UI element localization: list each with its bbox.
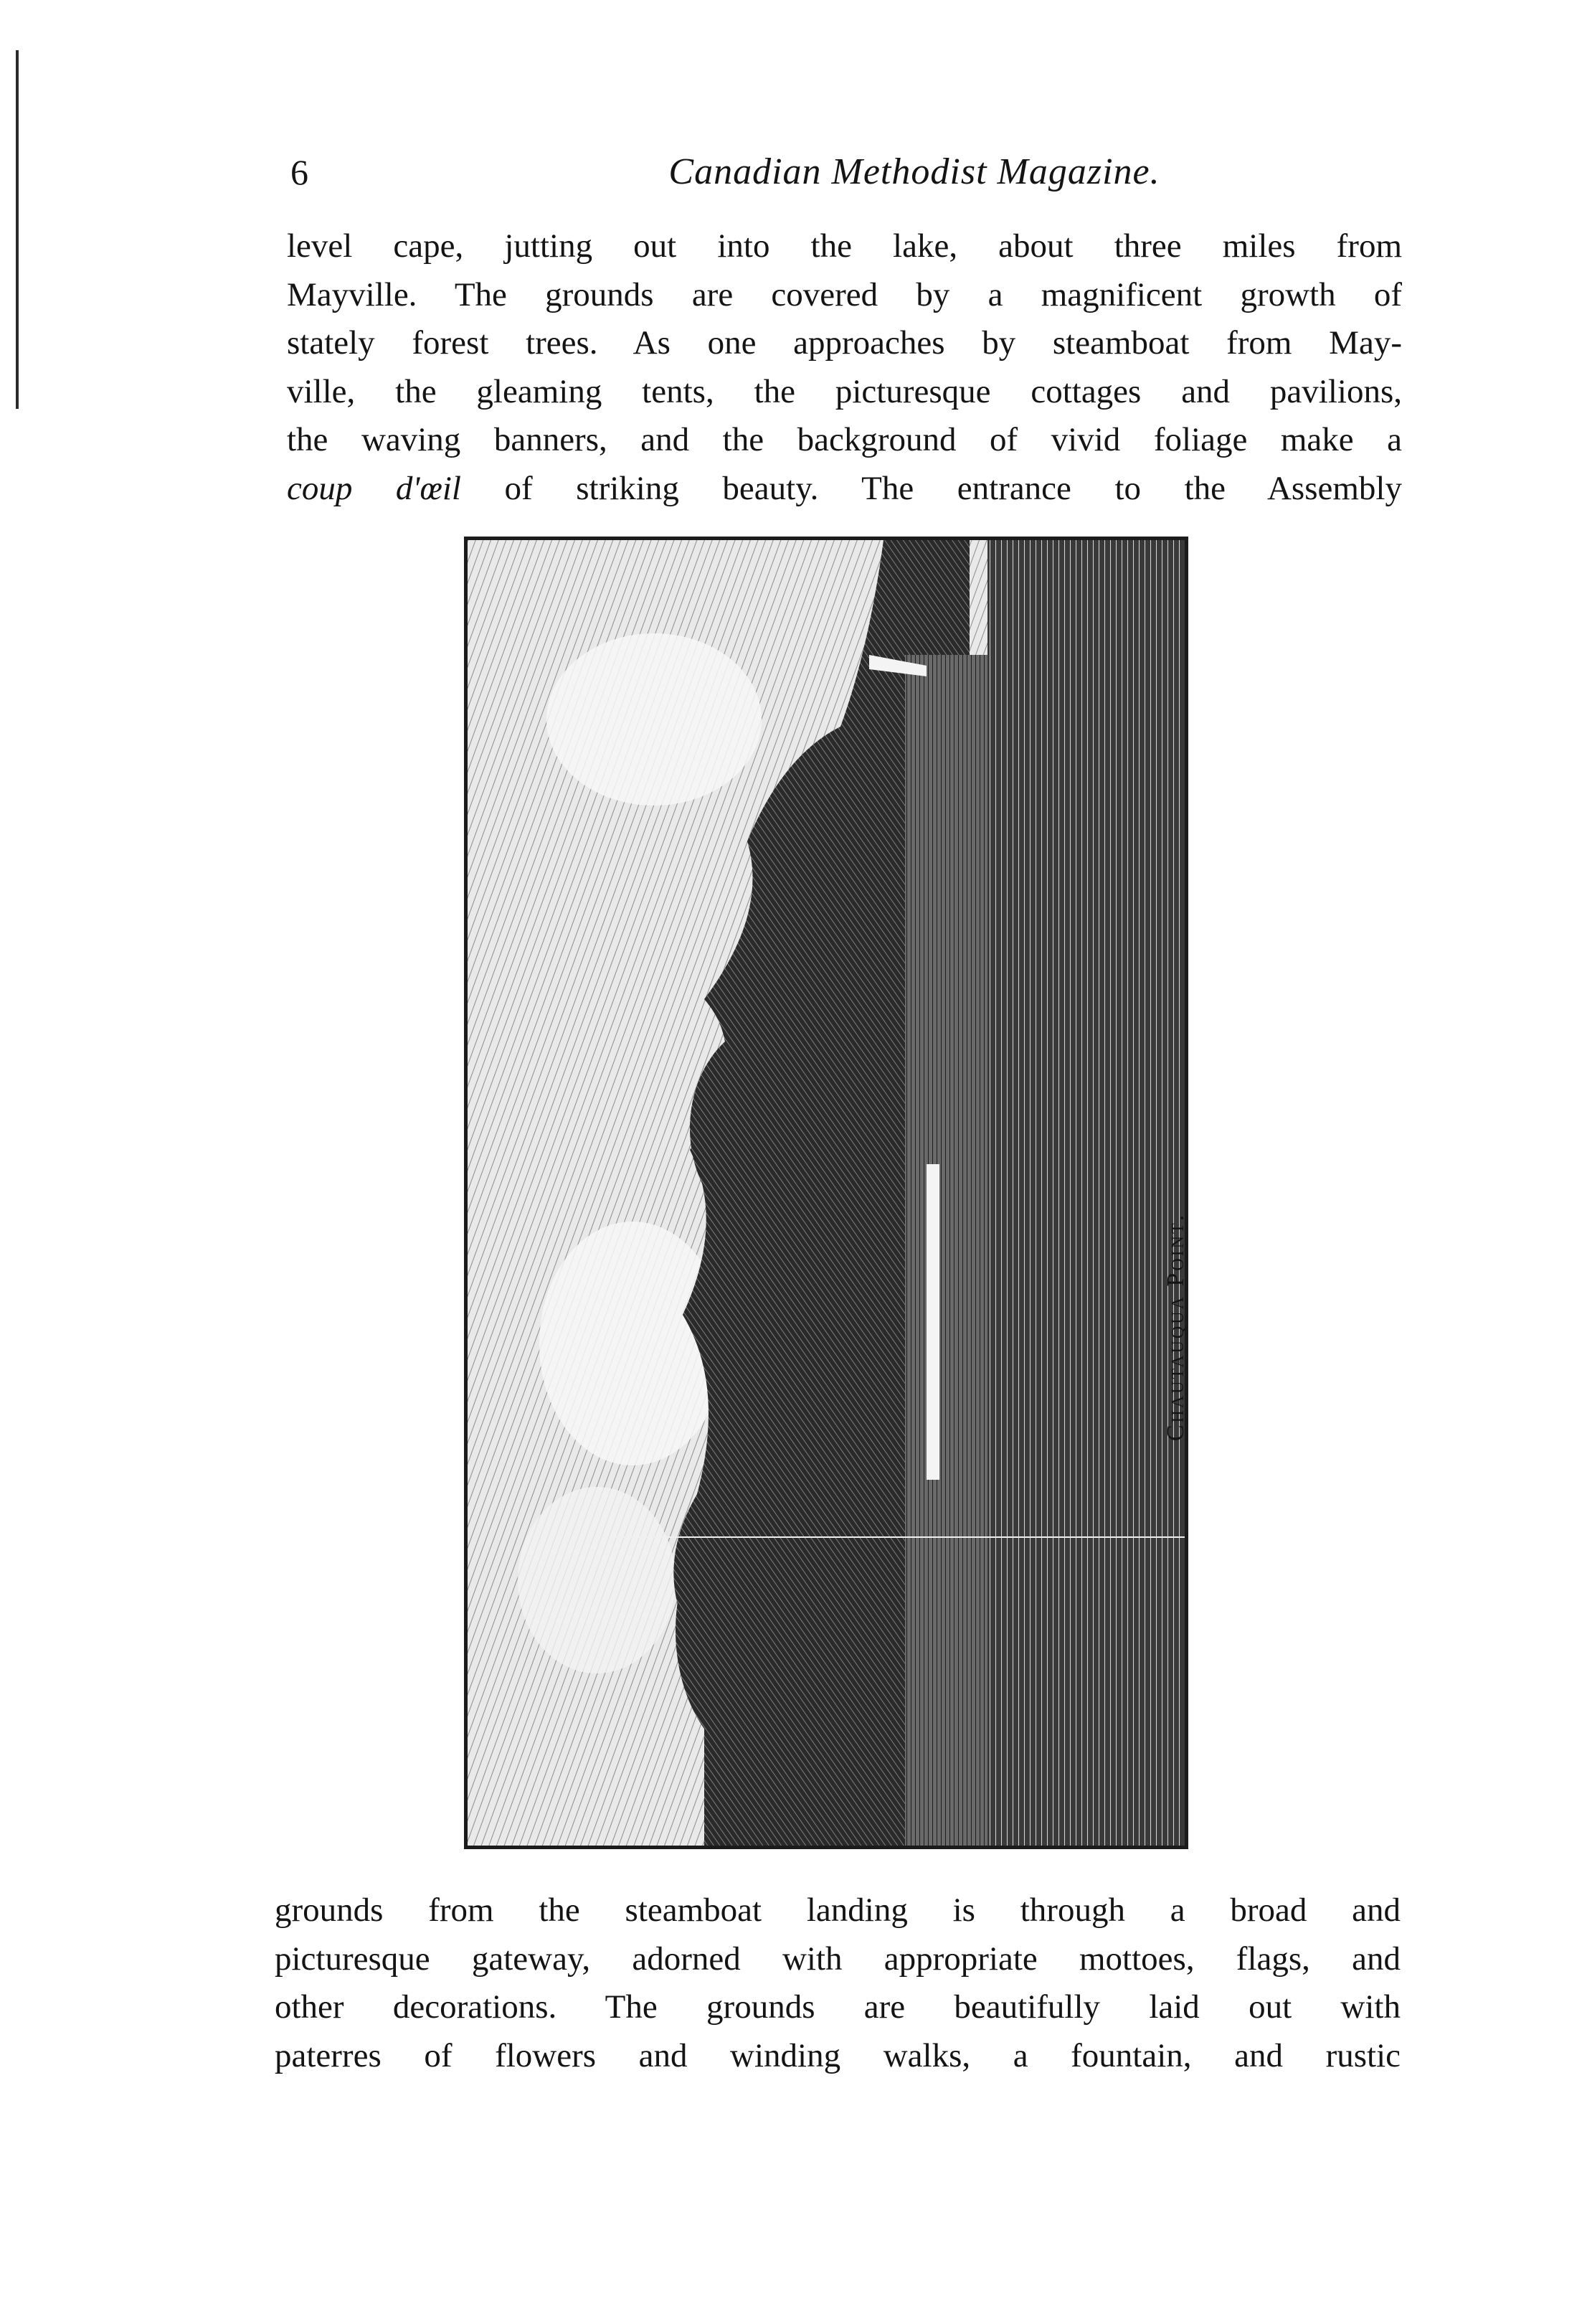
running-title: Canadian Methodist Magazine.	[668, 151, 1160, 192]
bottom-paragraph	[275, 1886, 1401, 2080]
tree-clump	[676, 1494, 862, 1767]
cloud	[518, 1487, 676, 1673]
paragraph-line: grounds from the steamboat landing is through a broad and	[275, 1891, 1401, 1929]
page-number: 6	[290, 152, 308, 192]
paragraph-line: stately forest trees. As one approaches by steamboat from May-	[287, 324, 1402, 362]
engraving-drawing	[468, 540, 1185, 1846]
engraving-illustration	[464, 537, 1188, 1849]
cloud	[546, 633, 762, 806]
paragraph-line: other decorations. The grounds are beautifully laid out with	[275, 1988, 1401, 2026]
scan-edge-line	[16, 50, 19, 409]
paragraph-line: Mayville. The grounds are covered by a magnificent growth of	[287, 275, 1402, 313]
top-paragraph	[287, 222, 1402, 513]
pavilion	[927, 1164, 939, 1480]
paragraph-line: picturesque gateway, adorned with appropriate mottoes, flags, and	[275, 1940, 1401, 1978]
shoreline	[905, 655, 991, 1846]
running-head	[290, 140, 1409, 204]
italic-phrase: coup d'œil	[287, 469, 461, 507]
lake-water	[987, 540, 1185, 1846]
line-rest: of striking beauty. The entrance to the Assembly	[460, 469, 1402, 507]
paragraph-line	[287, 465, 1402, 514]
paragraph-line: paterres of flowers and winding walks, a fountain, and rustic	[275, 2036, 1401, 2074]
tree-clump	[690, 1021, 862, 1236]
caption-text: Chautauqua Point.	[1162, 1212, 1189, 1442]
paragraph-line: ville, the gleaming tents, the picturesque cottages and pavilions,	[287, 372, 1402, 410]
paragraph-line: level cape, jutting out into the lake, about three miles from	[287, 227, 1402, 265]
paragraph-line: the waving banners, and the background of vivid foliage make a	[287, 421, 1402, 458]
